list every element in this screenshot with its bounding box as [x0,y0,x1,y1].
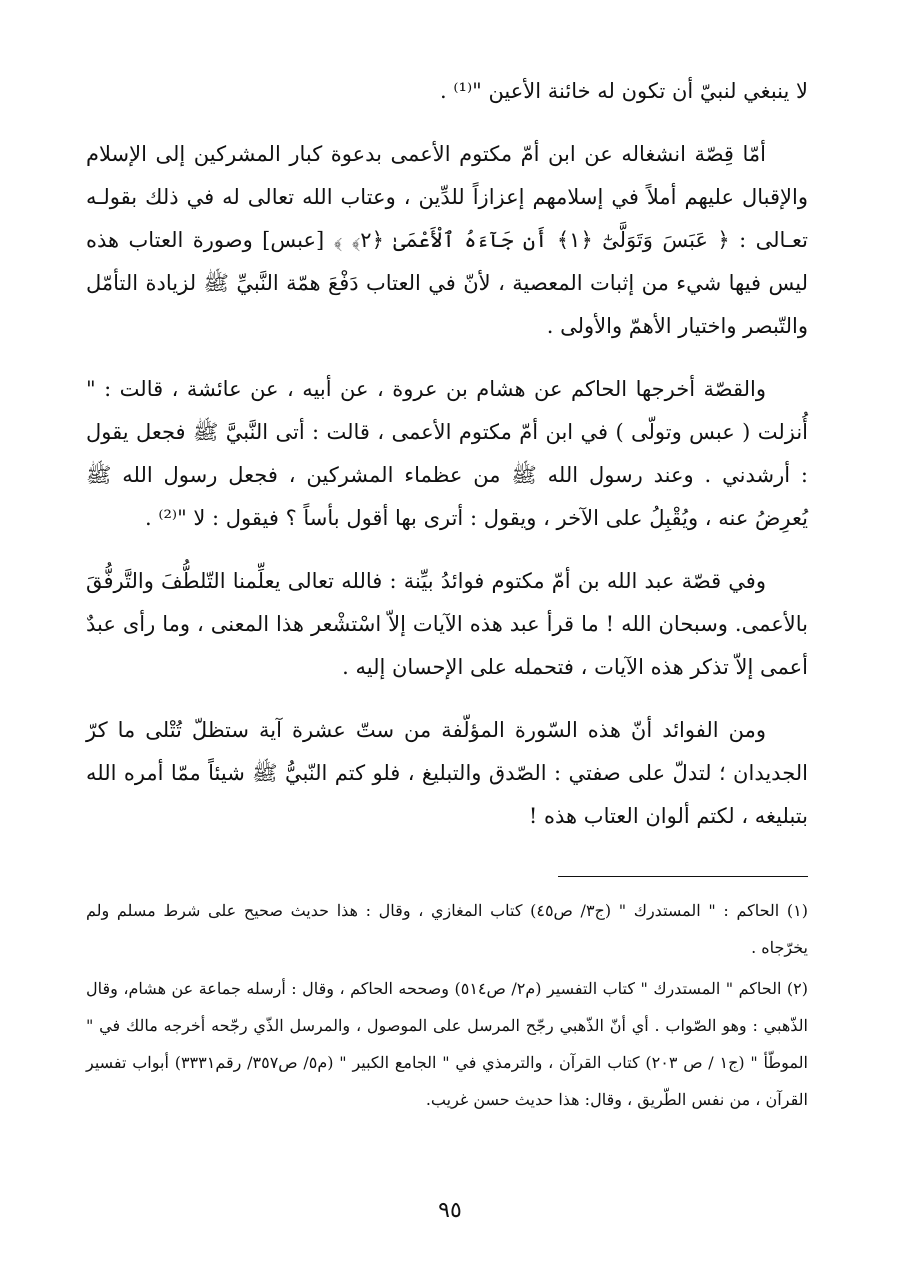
footnotes [86,892,808,1122]
footnote-divider [558,876,808,877]
page-number: ٩٥ [438,1198,462,1223]
footnote-2: (٢) الحاكم " المستدرك " كتاب التفسير (م٢/ ص٥١٤) وصححه الحاكم ، وقال : أرسله جماعة عن هشام، وقال الذّهبي : وهو الصّواب . أي أنّ الذّهبي رجّح المرسل على الموصول ، والمرسل الذّي رجّحه أخرجه مالك في " الموطّأ " (ج١ / ص ٢٠٣) كتاب القرآن ، والترمذي في " الجامع الكبير " (م٥/ ص٣٥٧/ رقم٣٣٣١) أبواب تفسير القرآن ، من نفس الطّريق ، وقال: هذا حديث حسن غريب. [86,979,809,1109]
main-text [86,70,808,858]
paragraph-5: ومن الفوائد أنّ هذه السّورة المؤلّفة من ستّ عشرة آية ستظلّ تُتْلى ما كرّ الجديدان ؛ لتدلّ على صفتي : الصّدق والتبليغ ، فلو كتم النّبيُّ ﷺ شيئاً ممّا أمره الله بتبليغه ، لكتم ألوان العتاب هذه ! [86,718,808,828]
paragraph-2: أمّا قِصّة انشغاله عن ابن أمّ مكتوم الأعمى بدعوة كبار المشركين إلى الإسلام والإقبال عليهم أملاً في إسلامهم إعزازاً للدِّين ، وعتاب الله تعالى له في ذلك بقولـه تعـالى : ﴿ عَبَسَ وَتَوَلَّىٰٓ ﴿١﴾ أَن جَآءَهُ ٱلْأَعْمَىٰ ﴿٢﴾ ﴾ [عبس] وصورة العتاب هذه ليس فيها شيء من إثبات المعصية ، لأنّ في العتاب دَفْعَ همّة النَّبيِّ ﷺ لزيادة التأمّل والتّبصر واختيار الأهمّ والأولى . [86,142,808,338]
paragraph-1: لا ينبغي لنبيّ أن تكون له خائنة الأعين "⁽¹⁾ . [440,79,808,103]
footnote-1: (١) الحاكم : " المستدرك " (ج٣/ ص٤٥) كتاب المغازي ، وقال : هذا حديث صحيح على شرط مسلم ولم يخرّجاه . [86,901,808,957]
paragraph-4: وفي قصّة عبد الله بن أمّ مكتوم فوائدُ بيِّنة : فالله تعالى يعلِّمنا التّلطُّفَ والتَّرفُّقَ بالأعمى. وسبحان الله ! ما قرأ عبد هذه الآيات إلاّ اسْتشْعر هذا المعنى ، وما رأى عبدٌ أعمى إلاّ تذكر هذه الآيات ، فتحمله على الإحسان إليه . [86,569,808,679]
paragraph-3: والقصّة أخرجها الحاكم عن هشام بن عروة ، عن أبيه ، عن عائشة ، قالت : " أُنزلت ( عبس وتولّى ) في ابن أمّ مكتوم الأعمى ، قالت : أتى النَّبيَّ ﷺ فجعل يقول : أرشدني . وعند رسول الله ﷺ من عظماء المشركين ، فجعل رسول الله ﷺ يُعرِضُ عنه ، ويُقْبِلُ على الآخر ، ويقول : أترى بها أقول بأساً ؟ فيقول : لا "⁽²⁾ . [86,377,809,530]
